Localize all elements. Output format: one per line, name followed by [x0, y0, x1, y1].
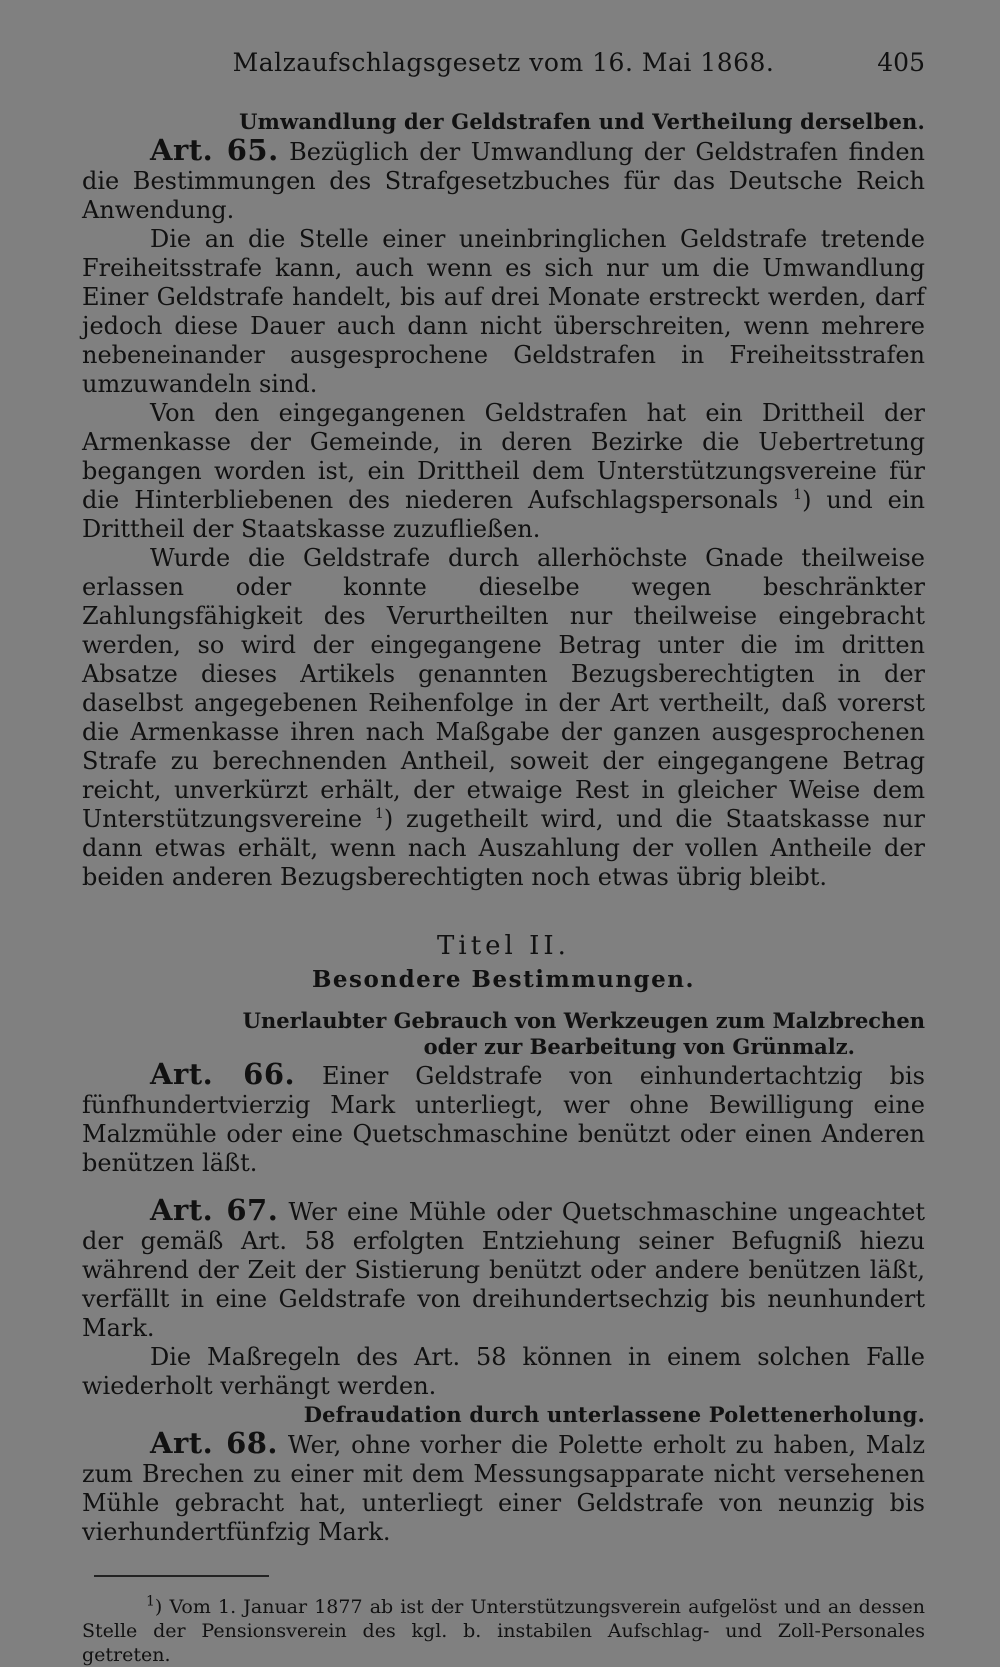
footnote-text: ) Vom 1. Januar 1877 ab ist der Unterstützungsverein aufgelöst und an dessen Stelle der Pensionsverein des kgl. b. instabilen Aufschlag- und Zoll-Personales getreten.	[82, 1596, 925, 1666]
art67-paragraph-2: Die Maßregeln des Art. 58 können in einem solchen Falle wiederholt verhängt werden.	[82, 1343, 925, 1400]
section-heading-tools	[82, 1008, 925, 1060]
main-text	[82, 108, 925, 1667]
article-label-67: Art. 67.	[150, 1193, 279, 1227]
art65-paragraph-3	[82, 399, 925, 544]
art65-text-4b: ) zugetheilt wird, und die Staatskasse nur dann etwas erhält, wenn nach Auszahlung der vollen Antheile der beiden anderen Bezugsberechtigten noch etwas übrig bleibt.	[82, 805, 925, 891]
section-heading-tools-line1: Unerlaubter Gebrauch von Werkzeugen zum Malzbrechen	[242, 1008, 925, 1033]
title-heading: Titel II.	[437, 931, 570, 961]
art65-text-3b: ) und ein Drittheil der Staatskasse zuzufließen.	[82, 486, 926, 543]
page-number: 405	[877, 48, 925, 77]
art66-text: Einer Geldstrafe von einhundertachtzig bis fünfhundertvierzig Mark unterliegt, wer ohne Bewilligung eine Malzmühle oder eine Quetschmaschine benützt oder einen Anderen benützen läßt.	[82, 1062, 925, 1177]
art65-text-1: Bezüglich der Umwandlung der Geldstrafen finden die Bestimmungen des Strafgesetzbuches für das Deutsche Reich Anwendung.	[82, 138, 925, 224]
art68-text: Wer, ohne vorher die Polette erholt zu haben, Malz zum Brechen zu einer mit dem Messungsapparate nicht versehenen Mühle gebracht hat, unterliegt einer Geldstrafe von neunzig bis vierhundertfünfzig Mark.	[82, 1431, 925, 1546]
running-title: Malzaufschlagsgesetz vom 16. Mai 1868.	[232, 48, 775, 77]
footnote-divider	[94, 1575, 269, 1577]
title-subheading: Besondere Bestimmungen.	[311, 966, 695, 993]
article-label-66: Art. 66.	[150, 1057, 296, 1091]
art65-text-4a: Wurde die Geldstrafe durch allerhöchste Gnade theilweise erlassen oder konnte dieselbe wegen beschränkter Zahlungsfähigkeit des Verurtheilten nur theilweise eingebracht werden, so wird der eingegangene Betrag unter die im dritten Absatze dieses Artikels genannten Bezugsberechtigten in der daselbst angegebenen Reihenfolge in der Art vertheilt, daß vorerst die Armenkasse ihren nach Maßgabe der ganzen ausgesprochenen Strafe zu berechnenden Antheil, soweit der eingegangene Betrag reicht, unverkürzt erhält, der etwaige Rest in gleicher Weise dem Unterstützungsvereine	[82, 544, 925, 833]
article-label-68: Art. 68.	[150, 1426, 279, 1460]
footnote-ref: 1	[374, 806, 384, 822]
art65-text-3a: Von den eingegangenen Geldstrafen hat ein Drittheil der Armenkasse der Gemeinde, in deren Bezirke die Uebertretung begangen worden ist, ein Drittheil dem Unterstützungsvereine für die Hinterbliebenen des niederen Aufschlagspersonals	[82, 399, 925, 514]
art65-paragraph-4	[82, 544, 925, 892]
art67-paragraph-1	[82, 1193, 925, 1343]
article-label-65: Art. 65.	[150, 133, 279, 167]
art65-paragraph-1	[82, 133, 925, 225]
art66-paragraph	[82, 1057, 925, 1178]
page-header	[82, 48, 925, 88]
art67-text-1: Wer eine Mühle oder Quetschmaschine ungeachtet der gemäß Art. 58 erfolgten Entziehung seiner Befugniß hiezu während der Zeit der Sistierung benützt oder andere benützen läßt, verfällt in eine Geldstrafe von dreihundertsechzig bis neunhundert Mark.	[82, 1198, 925, 1342]
footnote-marker: 1	[146, 1593, 155, 1610]
section-heading-conversion: Umwandlung der Geldstrafen und Vertheilung derselben.	[239, 109, 925, 134]
art65-paragraph-2: Die an die Stelle einer uneinbringlichen Geldstrafe tretende Freiheitsstrafe kann, auch wenn es sich nur um die Umwandlung Einer Geldstrafe handelt, bis auf drei Monate erstreckt werden, darf jedoch diese Dauer auch dann nicht überschreiten, wenn mehrere nebeneinander ausgesprochene Geldstrafen in Freiheitsstrafen umzuwandeln sind.	[82, 225, 925, 398]
art68-paragraph	[82, 1426, 925, 1547]
footnote	[82, 1595, 925, 1667]
footnote-ref: 1	[793, 487, 803, 503]
section-heading-tools-line2: oder zur Bearbeitung von Grünmalz.	[423, 1034, 855, 1059]
section-heading-defraudation: Defraudation durch unterlassene Polettenerholung.	[303, 1402, 925, 1427]
